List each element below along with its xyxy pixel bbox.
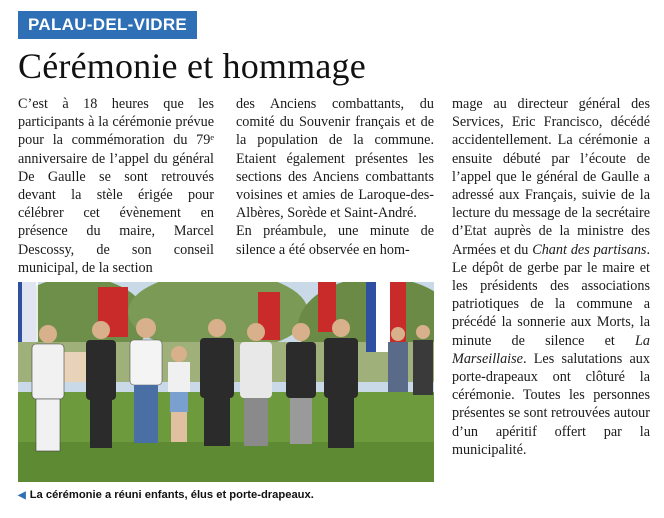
ceremony-photo: [18, 282, 434, 482]
column-3-text-b: . Le dépôt de gerbe par le maire et les présidents des associations patriotiques de la commune a précédé la sonnerie aux Morts, la minute de silence et: [452, 241, 650, 349]
photo-caption-text: La cérémonie a réuni enfants, élus et porte-drapeaux.: [29, 489, 314, 501]
photo-caption: [18, 488, 438, 503]
column-3-text: [452, 95, 650, 459]
article-column-2: [236, 95, 434, 259]
column-2-text-b: En préambule, une minute de silence a été observée en hom-: [236, 223, 434, 258]
caption-marker-icon: ◀: [18, 490, 26, 501]
column-1-text: C’est à 18 heures que les participants à la cérémonie prévue pour la commémoration du 79ᵉ anniversaire de l’appel du général De Gaulle se sont retrouvés devant la stèle érigée pour célébrer cet évènement en présence du maire, Marcel Descossy, de son conseil municipal, de la section: [18, 96, 214, 276]
column-2-text-a: des Anciens combattants, du comité du Souvenir français et de la population de la commune. Etaient également présentes les sections des Anciens combattants voisines et amies de Laroque-des-Albères, Sorède et Saint-André.: [236, 96, 434, 222]
article-headline: Cérémonie et hommage: [18, 46, 366, 86]
article-column-3: [452, 95, 650, 459]
column-3-text-c: . Les salutations aux porte-drapeaux ont clôturé la cérémonie. Toutes les personnes présentes se sont retrouvées autour d’un apéritif offert par la municipalité.: [452, 350, 650, 458]
la-marseillaise: La Marseillaise: [452, 332, 650, 367]
section-tag: PALAU-DEL-VIDRE: [18, 11, 197, 39]
column-3-text-a: mage au directeur général des Services, Eric Francisco, décédé accidentellement. La cérémonie a ensuite débuté par l’écoute de l’appel que le général de Gaulle a adressé aux Français, suivie de la lecture du message de la secrétaire d’Etat auprès de la ministre des Armées et du: [452, 96, 650, 258]
article-column-1: [18, 95, 214, 277]
chant-des-partisans: Chant des partisans: [532, 241, 647, 258]
